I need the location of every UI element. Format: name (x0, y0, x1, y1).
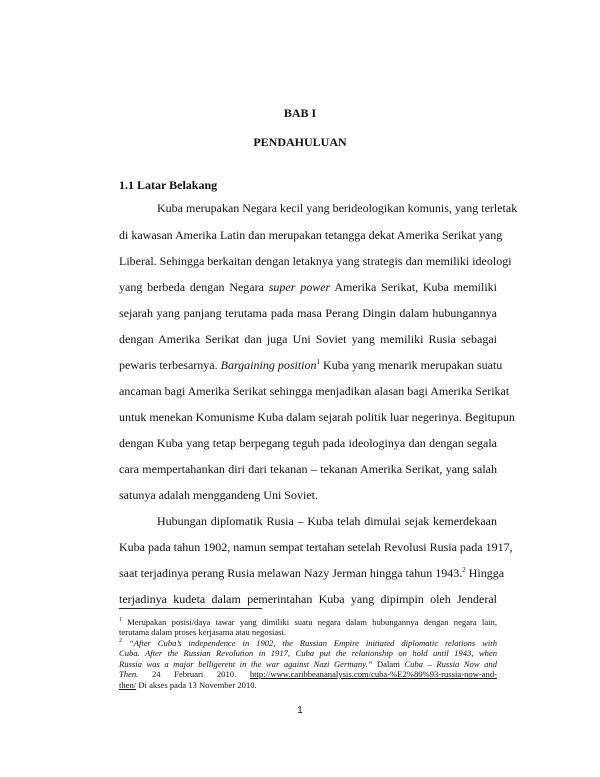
footnote-link[interactable]: http://www.caribbeananalysis.com/cuba-%E2%80%93-russia-now-and- (249, 669, 497, 679)
text-line: terjadinya kudeta dalam pemerintahan Kuba yang dipimpin oleh Jenderal (119, 592, 497, 606)
footnote-text-line: then/ Di akses pada 13 November 2010. (119, 680, 257, 690)
text-line: yang berbeda dengan Negara super power Amerika Serikat, Kuba memiliki (119, 280, 498, 294)
text-line: sejarah yang panjang terutama pada masa Perang Dingin dalam hubungannya (119, 306, 497, 320)
footnote-text-line: Cuba. After the Russian Revolution in 1917, Cuba put the relationship on hold until 1943, when (119, 648, 497, 658)
text-line: pewaris terbesarnya. Bargaining position$^1$ Kuba yang menarik merupakan suatu (119, 358, 503, 372)
chapter-number: BAB I (283, 106, 317, 120)
text-line: cara mempertahankan diri dari tekanan – tekanan Amerika Serikat, yang salah (119, 462, 497, 476)
text-line: Liberal. Sehingga berkaitan dengan letaknya yang strategis dan memiliki ideologi (119, 254, 512, 268)
text-line: untuk menekan Komunisme Kuba dalam sejarah politik luar negerinya. Begitupun (119, 410, 515, 424)
text-line: ancaman bagi Amerika Serikat sehingga menjadikan alasan bagi Amerika Serikat (119, 384, 510, 398)
text-line: dengan Amerika Serikat dan juga Uni Soviet yang memiliki Rusia sebagai (119, 332, 497, 346)
section-title: 1.1 Latar Belakang (119, 178, 218, 192)
footnote-text-line: terutama dalam proses kerjasama atau negosiasi. (119, 627, 287, 637)
footnote-text-line: Russia was a major belligerent in the war against Nazi Germany.” Dalam Cuba – Russia Now and (119, 659, 497, 669)
footnote-2: $^2$ “After Cuba’s independence in 1902, the Russian Empire initiated diplomatic relations with (119, 638, 497, 648)
footnote-1: $^1$ Merupakan posisi/daya tawar yang dimiliki suatu negara dalam hubungannya dengan negara lain, (119, 617, 497, 627)
footnote-ref-2[interactable]: 2 (462, 566, 466, 574)
text-line: Kuba merupakan Negara kecil yang berideologikan komunis, yang terletak (157, 201, 518, 215)
page-number: 1 (297, 705, 303, 716)
footnote-text-line: Then. 24 Februari 2010. http://www.caribbeananalysis.com/cuba-%E2%80%93-russia-now-and- (119, 669, 497, 679)
text-line: di kawasan Amerika Latin dan merupakan tetangga dekat Amerika Serikat yang (119, 228, 503, 242)
footnote-separator (119, 608, 262, 609)
text-line: Hubungan diplomatik Rusia – Kuba telah dimulai sejak kemerdekaan (157, 514, 497, 528)
text-line: Kuba pada tahun 1902, namun sempat tertahan setelah Revolusi Rusia pada 1917, (119, 540, 513, 554)
text-line: satunya adalah menggandeng Uni Soviet. (119, 488, 318, 502)
chapter-title: PENDAHULUAN (253, 135, 347, 149)
footnote-ref-1[interactable]: 1 (316, 358, 321, 366)
text-line: saat terjadinya perang Rusia melawan Nazy Jerman hingga tahun 1943.$^2$ Hingga (119, 566, 505, 580)
footnote-link-end[interactable]: then/ (119, 680, 137, 690)
text-line: dengan Kuba yang tetap berpegang teguh pada ideologinya dan dengan segala (119, 436, 497, 450)
